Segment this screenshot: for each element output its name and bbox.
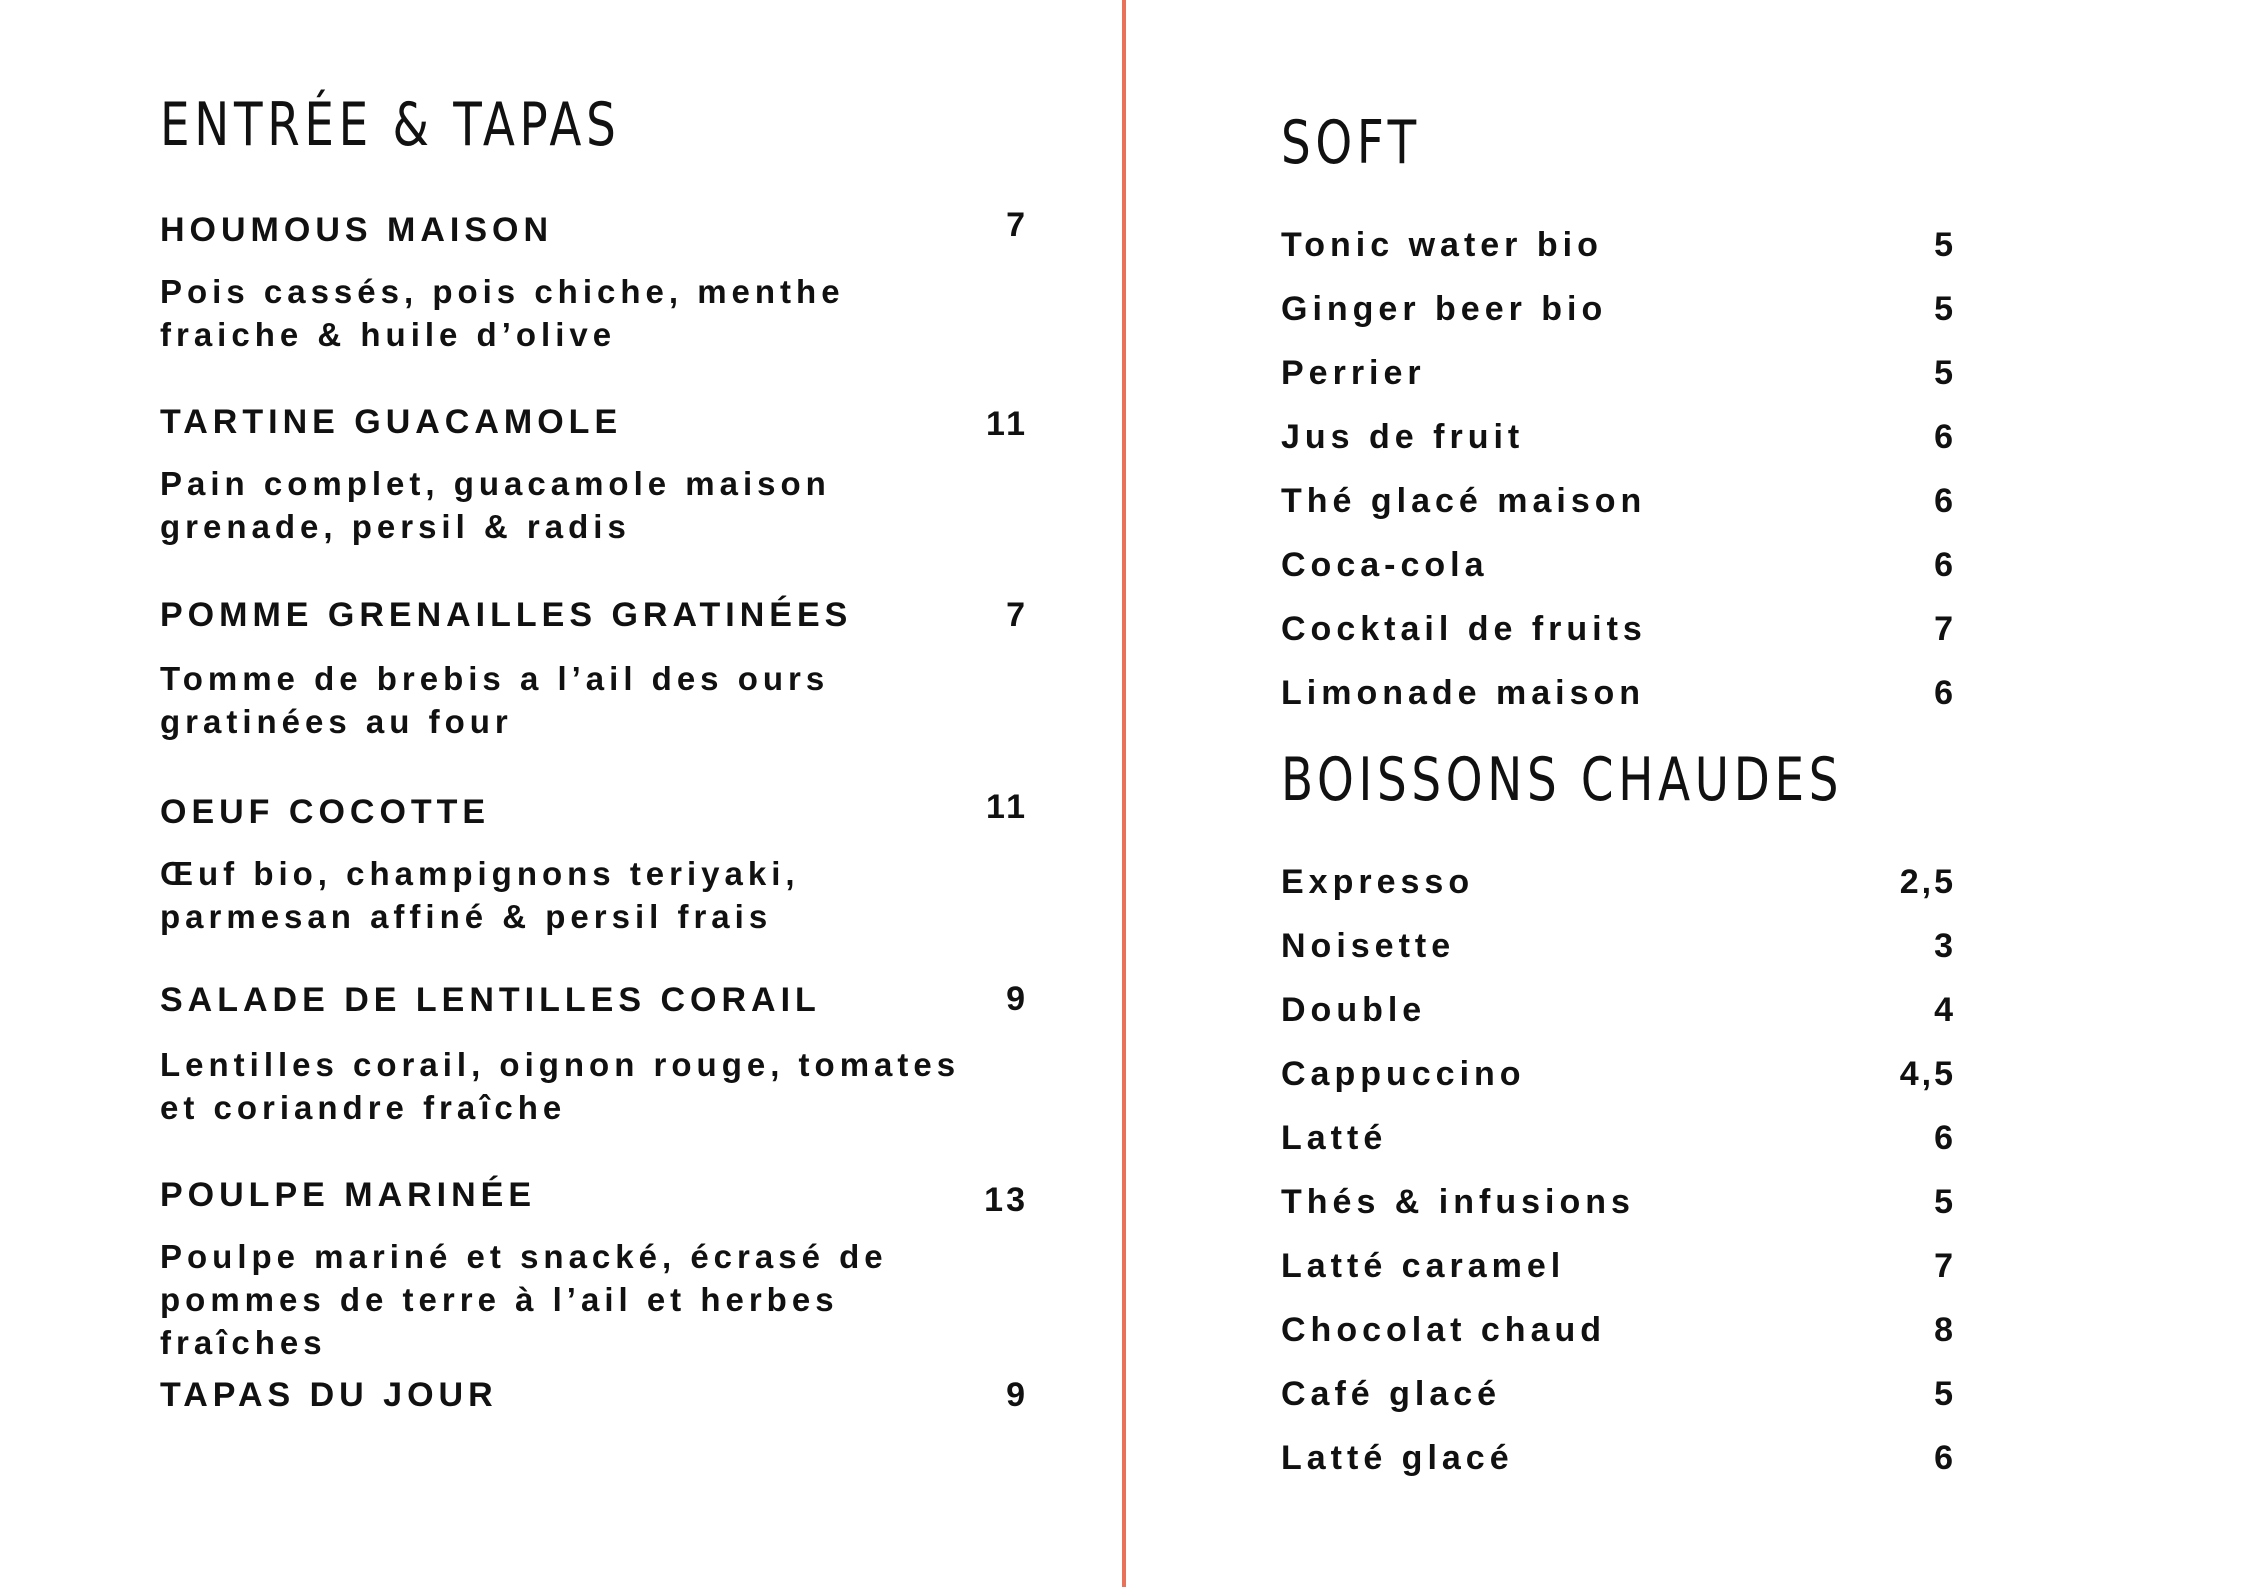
section-title-soft: SOFT [1281, 108, 1421, 178]
soft-drink-list [1281, 225, 1956, 737]
page-divider [1122, 0, 1126, 1587]
menu-item-price: 9 [1006, 980, 1028, 1018]
menu-item-oeuf-cocotte [160, 788, 1028, 935]
drink-name: Jus de fruit [1281, 418, 1525, 456]
drink-price: 7 [1934, 610, 1956, 648]
drink-name: Expresso [1281, 863, 1475, 901]
drink-name: Noisette [1281, 927, 1456, 965]
menu-item-name: POULPE MARINÉE [160, 1176, 537, 1214]
list-item [1281, 1182, 1956, 1246]
drink-price: 4 [1934, 991, 1956, 1029]
drink-name: Latté [1281, 1119, 1388, 1157]
menu-item-name: POMME GRENAILLES GRATINÉES [160, 596, 853, 634]
menu-item-tapas-du-jour [160, 1375, 1028, 1425]
menu-item-poulpe [160, 1175, 1028, 1361]
drink-name: Café glacé [1281, 1375, 1502, 1413]
drink-name: Tonic water bio [1281, 226, 1603, 264]
menu-item-salade-lentilles [160, 980, 1028, 1126]
list-item [1281, 481, 1956, 545]
menu-item-name: TARTINE GUACAMOLE [160, 403, 623, 441]
list-item [1281, 926, 1956, 990]
menu-item-price: 11 [986, 405, 1028, 443]
drink-price: 7 [1934, 1247, 1956, 1285]
drink-price: 2,5 [1899, 863, 1956, 901]
drink-price: 3 [1934, 927, 1956, 965]
drink-name: Cocktail de fruits [1281, 610, 1647, 648]
drink-price: 5 [1934, 1375, 1956, 1413]
list-item [1281, 673, 1956, 737]
list-item [1281, 609, 1956, 673]
section-title-boissons-chaudes: BOISSONS CHAUDES [1281, 745, 1844, 815]
menu-item-description: Œuf bio, champignons teriyaki, parmesan affiné & persil frais [160, 855, 800, 935]
drink-price: 5 [1934, 1183, 1956, 1221]
menu-item-price: 13 [984, 1181, 1028, 1219]
drink-price: 5 [1934, 354, 1956, 392]
list-item [1281, 1374, 1956, 1438]
menu-item-description: Pois cassés, pois chiche, menthe fraiche & huile d’olive [160, 273, 845, 353]
drink-name: Limonade maison [1281, 674, 1646, 712]
drink-name: Perrier [1281, 354, 1426, 392]
menu-item-description: Tomme de brebis a l’ail des ours gratinées au four [160, 660, 830, 740]
menu-item-name: HOUMOUS MAISON [160, 211, 553, 249]
drink-name: Latté glacé [1281, 1439, 1514, 1477]
menu-item-name: SALADE DE LENTILLES CORAIL [160, 981, 821, 1019]
drink-name: Latté caramel [1281, 1247, 1566, 1285]
drink-price: 4,5 [1899, 1055, 1956, 1093]
list-item [1281, 225, 1956, 289]
list-item [1281, 1310, 1956, 1374]
drink-name: Cappuccino [1281, 1055, 1526, 1093]
list-item [1281, 417, 1956, 481]
hot-drink-list [1281, 862, 1956, 1502]
list-item [1281, 1246, 1956, 1310]
menu-item-name: TAPAS DU JOUR [160, 1376, 498, 1414]
menu-item-price: 7 [1006, 206, 1028, 244]
drink-price: 5 [1934, 290, 1956, 328]
drink-price: 6 [1934, 546, 1956, 584]
section-title-entree-tapas: ENTRÉE & TAPAS [160, 90, 621, 160]
drink-price: 6 [1934, 1439, 1956, 1477]
drink-price: 6 [1934, 1119, 1956, 1157]
list-item [1281, 353, 1956, 417]
drink-name: Ginger beer bio [1281, 290, 1608, 328]
menu-item-name: OEUF COCOTTE [160, 793, 491, 831]
list-item [1281, 1118, 1956, 1182]
drink-price: 6 [1934, 674, 1956, 712]
drink-name: Double [1281, 991, 1427, 1029]
menu-item-description: Poulpe mariné et snacké, écrasé de pommes de terre à l’ail et herbes fraîches [160, 1238, 888, 1361]
drink-price: 5 [1934, 226, 1956, 264]
drink-name: Coca-cola [1281, 546, 1489, 584]
menu-item-price: 11 [986, 788, 1028, 826]
list-item [1281, 1438, 1956, 1502]
list-item [1281, 990, 1956, 1054]
list-item [1281, 289, 1956, 353]
menu-item-pomme-grenailles [160, 595, 1028, 740]
menu-item-description: Lentilles corail, oignon rouge, tomates et coriandre fraîche [160, 1046, 961, 1126]
list-item [1281, 1054, 1956, 1118]
drink-name: Chocolat chaud [1281, 1311, 1607, 1349]
menu-item-description: Pain complet, guacamole maison grenade, persil & radis [160, 465, 831, 545]
list-item [1281, 545, 1956, 609]
menu-item-price: 7 [1006, 596, 1028, 634]
list-item [1281, 862, 1956, 926]
menu-item-price: 9 [1006, 1376, 1028, 1414]
drink-price: 6 [1934, 418, 1956, 456]
menu-item-tartine [160, 402, 1028, 545]
drink-name: Thé glacé maison [1281, 482, 1647, 520]
drink-price: 6 [1934, 482, 1956, 520]
menu-item-houmous [160, 206, 1028, 353]
drink-price: 8 [1934, 1311, 1956, 1349]
drink-name: Thés & infusions [1281, 1183, 1635, 1221]
